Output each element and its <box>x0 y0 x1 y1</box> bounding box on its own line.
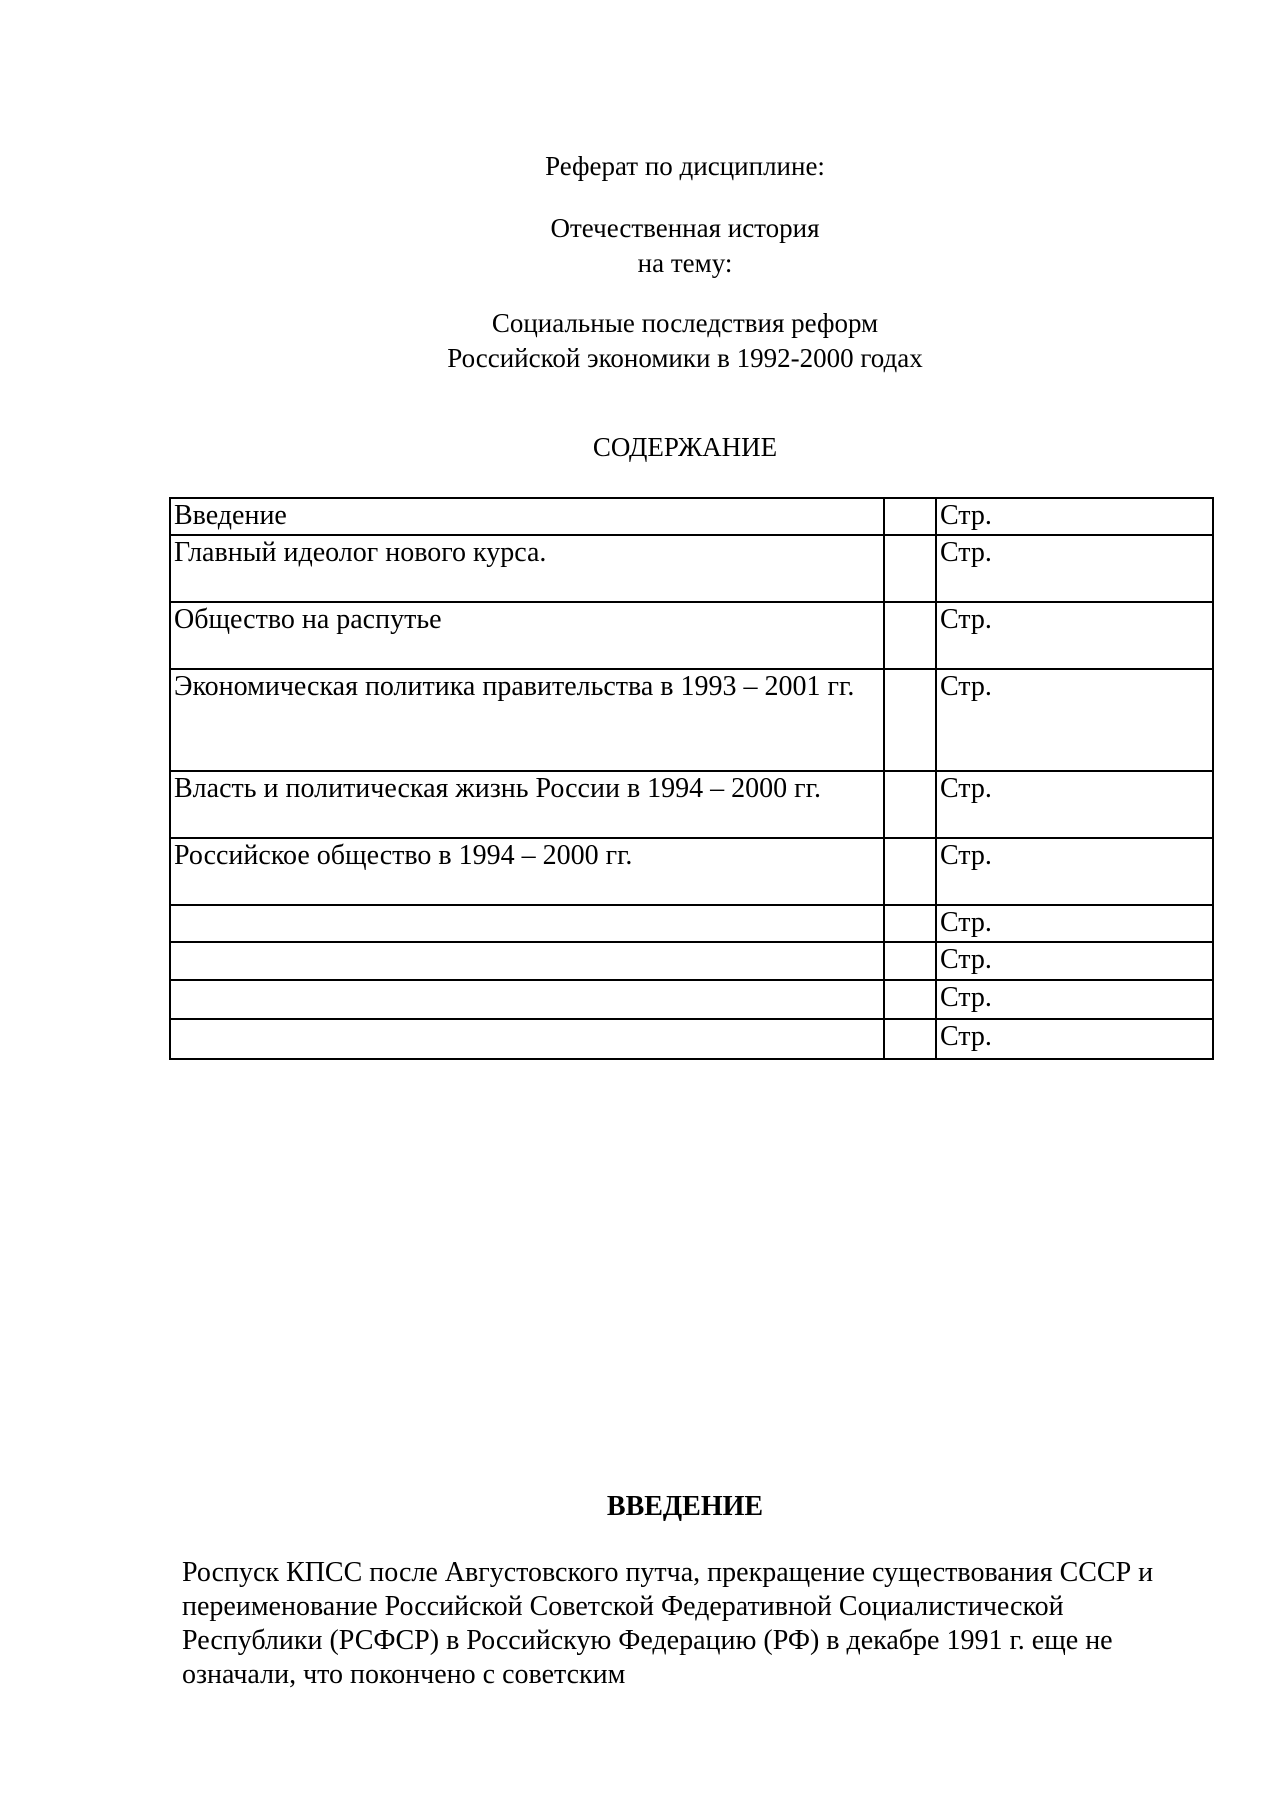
spacer-cell <box>884 1019 936 1059</box>
section-title-cell <box>170 980 884 1019</box>
spacer-cell <box>884 498 936 535</box>
table-row <box>170 771 1213 838</box>
page-number-cell: Стр. <box>936 942 1213 980</box>
section-title-cell: Общество на распутье <box>170 602 884 669</box>
page-number-cell: Стр. <box>936 905 1213 942</box>
discipline-name: Отечественная история <box>550 213 820 243</box>
section-title-cell <box>170 905 884 942</box>
introduction-paragraph: Роспуск КПСС после Августовского путча, прекращение существования СССР и переименование Российской Советской Федеративной Социалистической Республики (РСФСР) в Российскую Федерацию (РФ) в декабре 1991 г. еще не означали, что покончено с советским <box>182 1557 1154 1690</box>
table-row <box>170 602 1213 669</box>
table-row <box>170 980 1213 1019</box>
section-title-cell: Власть и политическая жизнь России в 1994 – 2000 гг. <box>170 771 884 838</box>
page-number-cell: Стр. <box>936 771 1213 838</box>
page-number-cell: Стр. <box>936 669 1213 771</box>
spacer-cell <box>884 771 936 838</box>
table-row <box>170 498 1213 535</box>
page-number-cell: Стр. <box>936 498 1213 535</box>
table-row <box>170 905 1213 942</box>
spacer-cell <box>884 535 936 602</box>
topic-label: на тему: <box>637 248 733 278</box>
topic-title-line-2: Российской экономики в 1992-2000 годах <box>447 343 923 373</box>
section-title-cell: Российское общество в 1994 – 2000 гг. <box>170 838 884 905</box>
table-row <box>170 1019 1213 1059</box>
page-number-cell: Стр. <box>936 1019 1213 1059</box>
section-title-cell <box>170 1019 884 1059</box>
page-number-cell: Стр. <box>936 602 1213 669</box>
spacer-cell <box>884 838 936 905</box>
table-row <box>170 535 1213 602</box>
contents-heading: СОДЕРЖАНИЕ <box>592 432 778 462</box>
page-number-cell: Стр. <box>936 838 1213 905</box>
section-title-cell: Введение <box>170 498 884 535</box>
section-title-cell <box>170 942 884 980</box>
spacer-cell <box>884 602 936 669</box>
section-title-cell: Главный идеолог нового курса. <box>170 535 884 602</box>
table-row <box>170 942 1213 980</box>
topic-title-line-1: Социальные последствия реформ <box>491 308 879 338</box>
contents-table <box>169 497 1214 1060</box>
spacer-cell <box>884 942 936 980</box>
table-row <box>170 669 1213 771</box>
discipline-label: Реферат по дисциплине: <box>545 151 825 181</box>
section-title-cell: Экономическая политика правительства в 1993 – 2001 гг. <box>170 669 884 771</box>
introduction-heading: ВВЕДЕНИЕ <box>606 1491 764 1522</box>
page-number-cell: Стр. <box>936 535 1213 602</box>
table-row <box>170 838 1213 905</box>
spacer-cell <box>884 669 936 771</box>
page-number-cell: Стр. <box>936 980 1213 1019</box>
spacer-cell <box>884 980 936 1019</box>
spacer-cell <box>884 905 936 942</box>
